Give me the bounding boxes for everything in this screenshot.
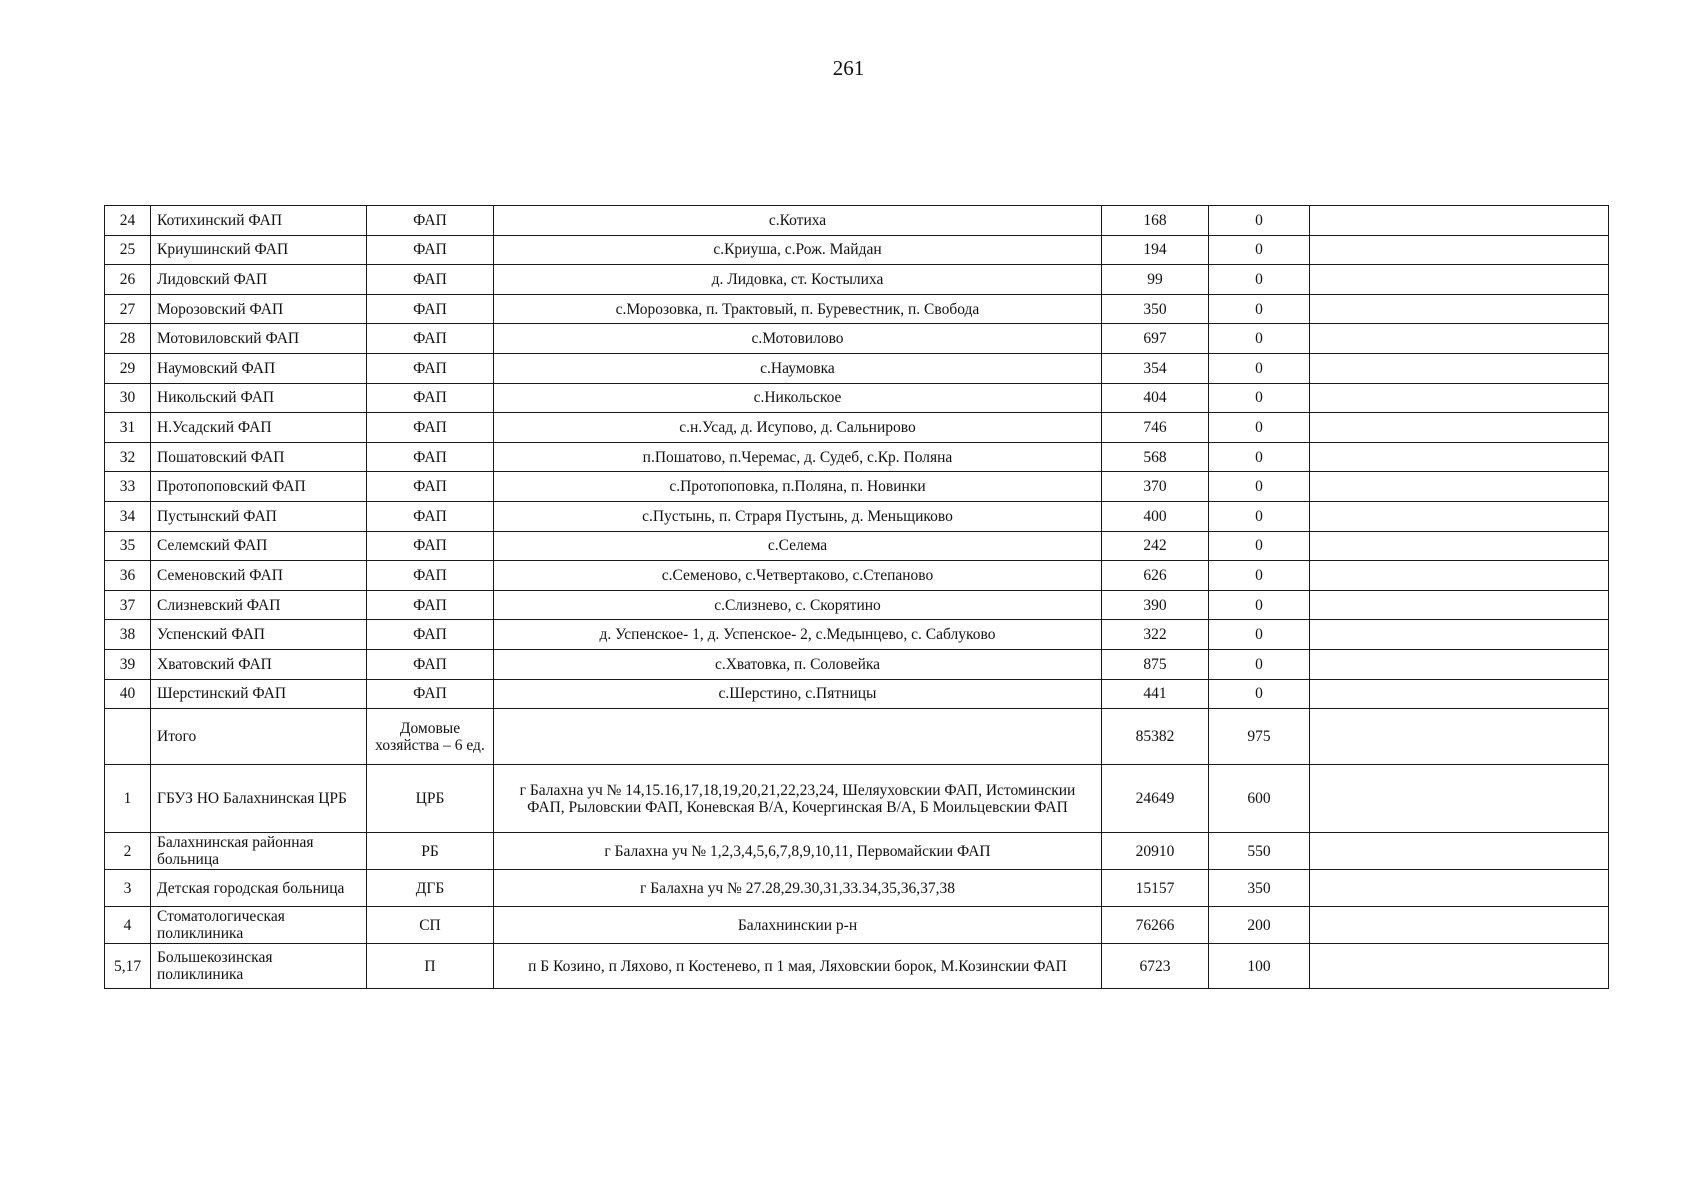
note-cell — [1310, 235, 1609, 265]
row-number: 29 — [105, 353, 151, 383]
table-row — [105, 265, 1609, 295]
note-cell — [1310, 765, 1609, 833]
note-cell — [1310, 413, 1609, 443]
table-row — [105, 531, 1609, 561]
population-count: 99 — [1102, 265, 1209, 295]
facility-name: Успенский ФАП — [151, 620, 367, 650]
facility-name: Хватовский ФАП — [151, 649, 367, 679]
facility-name: Шерстинский ФАП — [151, 679, 367, 709]
facility-name: Балахнинская районная больница — [151, 833, 367, 870]
facility-name: Пустынский ФАП — [151, 501, 367, 531]
row-number: 25 — [105, 235, 151, 265]
population-count: 85382 — [1102, 709, 1209, 765]
facility-name: Детская городская больница — [151, 870, 367, 907]
facility-name: ГБУЗ НО Балахнинская ЦРБ — [151, 765, 367, 833]
service-area: п.Пошатово, п.Черемас, д. Судеб, с.Кр. Поляна — [494, 442, 1102, 472]
facility-name: Никольский ФАП — [151, 383, 367, 413]
service-area: с.Шерстино, с.Пятницы — [494, 679, 1102, 709]
total-row — [105, 709, 1609, 765]
service-area: с.Пустынь, п. Страря Пустынь, д. Меньщиково — [494, 501, 1102, 531]
population-count: 322 — [1102, 620, 1209, 650]
service-area: г Балахна уч № 27.28,29.30,31,33.34,35,36,37,38 — [494, 870, 1102, 907]
row-number: 27 — [105, 294, 151, 324]
facility-name: Семеновский ФАП — [151, 561, 367, 591]
allocated-count: 0 — [1209, 324, 1310, 354]
table-row — [105, 472, 1609, 502]
facility-type: ФАП — [367, 590, 494, 620]
allocated-count: 0 — [1209, 649, 1310, 679]
row-number: 24 — [105, 206, 151, 236]
allocated-count: 350 — [1209, 870, 1310, 907]
note-cell — [1310, 590, 1609, 620]
population-count: 24649 — [1102, 765, 1209, 833]
row-number: 31 — [105, 413, 151, 443]
row-number: 33 — [105, 472, 151, 502]
population-count: 568 — [1102, 442, 1209, 472]
facility-type: ФАП — [367, 531, 494, 561]
facility-type: СП — [367, 907, 494, 944]
note-cell — [1310, 353, 1609, 383]
facility-name: Мотовиловский ФАП — [151, 324, 367, 354]
service-area: с.Мотовилово — [494, 324, 1102, 354]
population-count: 404 — [1102, 383, 1209, 413]
allocated-count: 0 — [1209, 383, 1310, 413]
population-count: 6723 — [1102, 944, 1209, 989]
facility-type: ФАП — [367, 206, 494, 236]
population-count: 354 — [1102, 353, 1209, 383]
population-count: 15157 — [1102, 870, 1209, 907]
facility-type: ЦРБ — [367, 765, 494, 833]
service-area: с.Наумовка — [494, 353, 1102, 383]
allocated-count: 550 — [1209, 833, 1310, 870]
note-cell — [1310, 206, 1609, 236]
population-count: 242 — [1102, 531, 1209, 561]
population-count: 350 — [1102, 294, 1209, 324]
facility-type: ФАП — [367, 413, 494, 443]
note-cell — [1310, 531, 1609, 561]
facility-type: ФАП — [367, 442, 494, 472]
row-number: 34 — [105, 501, 151, 531]
service-area: д. Успенское- 1, д. Успенское- 2, с.Медынцево, с. Саблуково — [494, 620, 1102, 650]
facility-type: ФАП — [367, 561, 494, 591]
row-number: 39 — [105, 649, 151, 679]
facility-type: ФАП — [367, 472, 494, 502]
allocated-count: 975 — [1209, 709, 1310, 765]
allocated-count: 0 — [1209, 472, 1310, 502]
table-row — [105, 235, 1609, 265]
service-area: г Балахна уч № 14,15.16,17,18,19,20,21,22,23,24, Шеляуховскии ФАП, Истоминскии ФАП, Рыловскии ФАП, Коневская В/А, Кочергинская В/А, Б Моильцевскии ФАП — [494, 765, 1102, 833]
facility-name: Пошатовский ФАП — [151, 442, 367, 472]
table-row — [105, 324, 1609, 354]
service-area: с.Хватовка, п. Соловейка — [494, 649, 1102, 679]
facility-name: Н.Усадский ФАП — [151, 413, 367, 443]
table-row — [105, 501, 1609, 531]
service-area: п Б Козино, п Ляхово, п Костенево, п 1 мая, Ляховскии борок, М.Козинскии ФАП — [494, 944, 1102, 989]
row-number: 2 — [105, 833, 151, 870]
facility-name: Протопоповский ФАП — [151, 472, 367, 502]
allocated-count: 0 — [1209, 353, 1310, 383]
facility-name: Котихинский ФАП — [151, 206, 367, 236]
facility-row — [105, 765, 1609, 833]
note-cell — [1310, 870, 1609, 907]
data-table — [104, 205, 1609, 989]
facility-name: Большекозинская поликлиника — [151, 944, 367, 989]
facility-name: Слизневский ФАП — [151, 590, 367, 620]
table-row — [105, 383, 1609, 413]
service-area: с.н.Усад, д. Исупово, д. Сальнирово — [494, 413, 1102, 443]
table-row — [105, 353, 1609, 383]
allocated-count: 200 — [1209, 907, 1310, 944]
facility-name: Криушинский ФАП — [151, 235, 367, 265]
service-area: с.Слизнево, с. Скорятино — [494, 590, 1102, 620]
note-cell — [1310, 294, 1609, 324]
row-number: 5,17 — [105, 944, 151, 989]
note-cell — [1310, 679, 1609, 709]
row-number: 36 — [105, 561, 151, 591]
population-count: 370 — [1102, 472, 1209, 502]
population-count: 441 — [1102, 679, 1209, 709]
note-cell — [1310, 561, 1609, 591]
allocated-count: 0 — [1209, 206, 1310, 236]
facility-name: Итого — [151, 709, 367, 765]
service-area: с.Селема — [494, 531, 1102, 561]
service-area: д. Лидовка, ст. Костылиха — [494, 265, 1102, 295]
allocated-count: 0 — [1209, 235, 1310, 265]
note-cell — [1310, 620, 1609, 650]
note-cell — [1310, 501, 1609, 531]
facility-row — [105, 833, 1609, 870]
facility-type: ФАП — [367, 383, 494, 413]
row-number: 37 — [105, 590, 151, 620]
facility-type: ФАП — [367, 294, 494, 324]
facility-row — [105, 944, 1609, 989]
facility-name: Селемский ФАП — [151, 531, 367, 561]
facility-type: П — [367, 944, 494, 989]
allocated-count: 0 — [1209, 561, 1310, 591]
row-number: 32 — [105, 442, 151, 472]
note-cell — [1310, 324, 1609, 354]
allocated-count: 100 — [1209, 944, 1310, 989]
note-cell — [1310, 833, 1609, 870]
table-row — [105, 649, 1609, 679]
note-cell — [1310, 265, 1609, 295]
row-number: 4 — [105, 907, 151, 944]
table-row — [105, 590, 1609, 620]
facility-type: ФАП — [367, 620, 494, 650]
facility-type: ФАП — [367, 235, 494, 265]
service-area: с.Протопоповка, п.Поляна, п. Новинки — [494, 472, 1102, 502]
row-number: 30 — [105, 383, 151, 413]
table-row — [105, 561, 1609, 591]
page-number: 261 — [832, 56, 865, 80]
allocated-count: 0 — [1209, 679, 1310, 709]
population-count: 76266 — [1102, 907, 1209, 944]
service-area: с.Котиха — [494, 206, 1102, 236]
facility-type: ФАП — [367, 501, 494, 531]
population-count: 626 — [1102, 561, 1209, 591]
note-cell — [1310, 383, 1609, 413]
population-count: 20910 — [1102, 833, 1209, 870]
allocated-count: 0 — [1209, 442, 1310, 472]
facility-type: РБ — [367, 833, 494, 870]
table-body — [105, 206, 1609, 989]
facility-row — [105, 907, 1609, 944]
facility-name: Наумовский ФАП — [151, 353, 367, 383]
note-cell — [1310, 442, 1609, 472]
service-area: с.Никольское — [494, 383, 1102, 413]
population-count: 168 — [1102, 206, 1209, 236]
service-area: г Балахна уч № 1,2,3,4,5,6,7,8,9,10,11, Первомайскии ФАП — [494, 833, 1102, 870]
facility-type: Домовые хозяйства – 6 ед. — [367, 709, 494, 765]
row-number — [105, 709, 151, 765]
service-area: с.Морозовка, п. Трактовый, п. Буревестник, п. Свобода — [494, 294, 1102, 324]
facility-type: ДГБ — [367, 870, 494, 907]
service-area: с.Криуша, с.Рож. Майдан — [494, 235, 1102, 265]
facility-name: Морозовский ФАП — [151, 294, 367, 324]
population-count: 697 — [1102, 324, 1209, 354]
row-number: 28 — [105, 324, 151, 354]
facility-row — [105, 870, 1609, 907]
facility-type: ФАП — [367, 649, 494, 679]
note-cell — [1310, 944, 1609, 989]
row-number: 38 — [105, 620, 151, 650]
facility-name: Стоматологическая поликлиника — [151, 907, 367, 944]
facility-type: ФАП — [367, 353, 494, 383]
allocated-count: 0 — [1209, 620, 1310, 650]
service-area: с.Семеново, с.Четвертаково, с.Степаново — [494, 561, 1102, 591]
service-area — [494, 709, 1102, 765]
allocated-count: 0 — [1209, 294, 1310, 324]
facility-name: Лидовский ФАП — [151, 265, 367, 295]
population-count: 400 — [1102, 501, 1209, 531]
allocated-count: 0 — [1209, 531, 1310, 561]
allocated-count: 600 — [1209, 765, 1310, 833]
facility-type: ФАП — [367, 324, 494, 354]
service-area: Балахнинскии р-н — [494, 907, 1102, 944]
table-row — [105, 413, 1609, 443]
allocated-count: 0 — [1209, 413, 1310, 443]
population-count: 194 — [1102, 235, 1209, 265]
facility-type: ФАП — [367, 679, 494, 709]
note-cell — [1310, 472, 1609, 502]
allocated-count: 0 — [1209, 501, 1310, 531]
population-count: 390 — [1102, 590, 1209, 620]
row-number: 40 — [105, 679, 151, 709]
facility-type: ФАП — [367, 265, 494, 295]
population-count: 875 — [1102, 649, 1209, 679]
table-row — [105, 206, 1609, 236]
row-number: 1 — [105, 765, 151, 833]
table-row — [105, 620, 1609, 650]
table-row — [105, 679, 1609, 709]
population-count: 746 — [1102, 413, 1209, 443]
note-cell — [1310, 709, 1609, 765]
allocated-count: 0 — [1209, 590, 1310, 620]
row-number: 35 — [105, 531, 151, 561]
table-row — [105, 294, 1609, 324]
table-row — [105, 442, 1609, 472]
note-cell — [1310, 907, 1609, 944]
row-number: 26 — [105, 265, 151, 295]
note-cell — [1310, 649, 1609, 679]
row-number: 3 — [105, 870, 151, 907]
allocated-count: 0 — [1209, 265, 1310, 295]
